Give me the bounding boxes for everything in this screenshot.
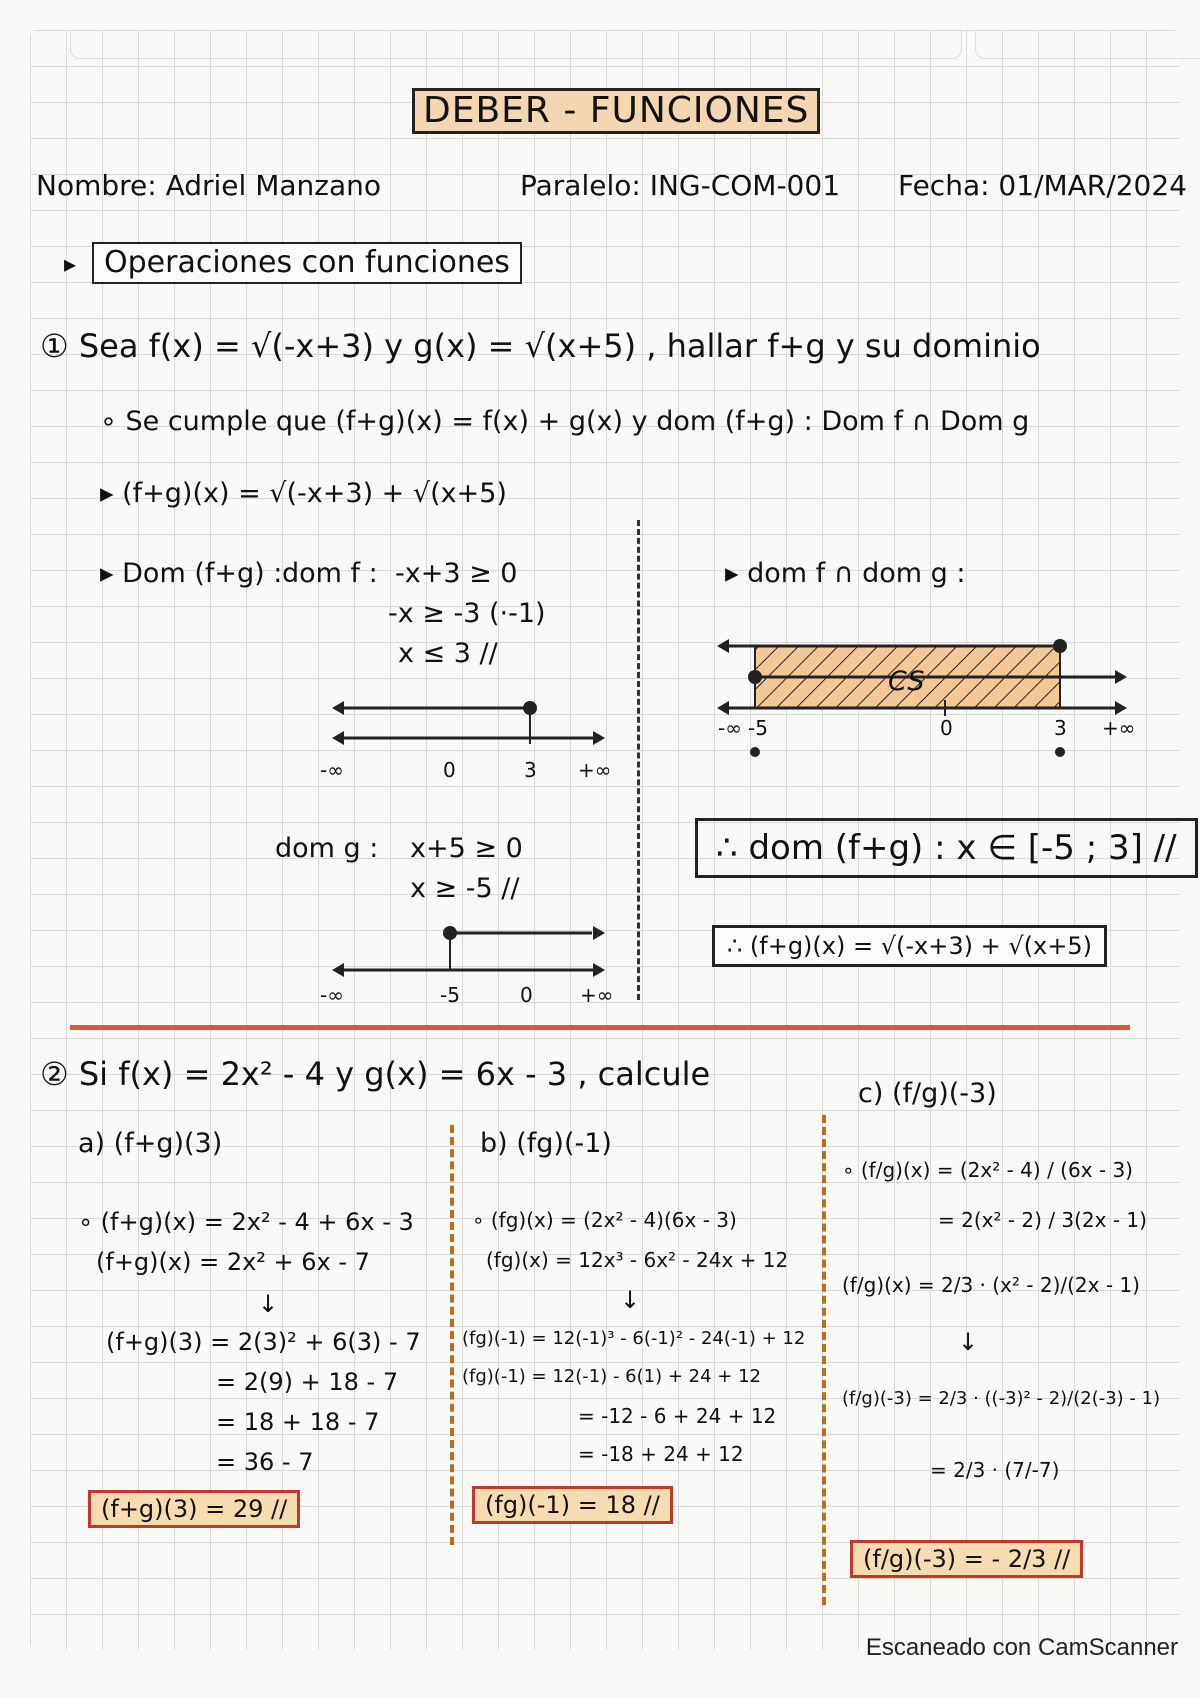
result-function: ∴ (f+g)(x) = √(-x+3) + √(x+5) xyxy=(712,925,1107,967)
ex2c-line-2: = 2(x² - 2) / 3(2x - 1) xyxy=(938,1208,1147,1232)
domg-closed-dot xyxy=(748,670,762,684)
student-name: Nombre: Adriel Manzano xyxy=(36,169,382,202)
ex1-statement: ① Sea f(x) = √(-x+3) y g(x) = √(x+5) , hallar f+g y su dominio xyxy=(40,327,1041,365)
column-divider-right xyxy=(822,1115,826,1605)
endpoint-mark-3 xyxy=(1055,747,1065,757)
numline1-tick-neg-inf: -∞ xyxy=(320,758,344,782)
bullet-icon: ▸ xyxy=(64,250,77,278)
ex2b-result: (fg)(-1) = 18 // xyxy=(472,1486,673,1524)
inter-tick-neg-inf: -∞ xyxy=(718,716,742,740)
axis-arrow-right xyxy=(593,963,605,977)
numline2-tick-neg5: -5 xyxy=(440,983,460,1007)
ex2-statement: ② Si f(x) = 2x² - 4 y g(x) = 6x - 3 , calcule xyxy=(40,1055,711,1093)
ex1-domf-step-3: x ≤ 3 // xyxy=(398,638,498,669)
ex2a-line-7: = 36 - 7 xyxy=(216,1448,314,1476)
ex2a-line-2: (f+g)(x) = 2x² + 6x - 7 xyxy=(96,1248,370,1276)
ex2c-title: c) (f/g)(-3) xyxy=(858,1078,997,1109)
inter-tick-neg5: -5 xyxy=(748,716,768,740)
ex2b-line-6: = -12 - 6 + 24 + 12 xyxy=(578,1404,777,1428)
column-divider-left xyxy=(450,1125,454,1545)
ex1-domg-step-2: x ≥ -5 // xyxy=(410,873,520,904)
ex2b-line-5: (fg)(-1) = 12(-1) - 6(1) + 24 + 12 xyxy=(462,1366,761,1387)
ex1-rule: ∘ Se cumple que (f+g)(x) = f(x) + g(x) y dom (f+g) : Dom f ∩ Dom g xyxy=(100,406,1030,437)
endpoint-mark-neg5 xyxy=(750,747,760,757)
ex2b-arrow: ↓ xyxy=(620,1286,641,1314)
numline-domf xyxy=(330,690,610,780)
numline2-tick-pos-inf: +∞ xyxy=(580,983,614,1007)
axis-arrow-left xyxy=(332,731,344,745)
ex1-domg-step-1: x+5 ≥ 0 xyxy=(410,833,523,864)
domg-ray-arrow xyxy=(593,926,605,940)
page-top-strip xyxy=(70,30,962,59)
ex2c-line-6: = 2/3 · (7/-7) xyxy=(930,1458,1060,1482)
domf-ray-arrow xyxy=(717,639,729,653)
numline1-tick-3: 3 xyxy=(524,758,537,782)
ex2c-line-3: (f/g)(x) = 2/3 · (x² - 2)/(2x - 1) xyxy=(842,1273,1140,1297)
ex2a-line-1: ∘ (f+g)(x) = 2x² - 4 + 6x - 3 xyxy=(78,1208,414,1236)
ex2b-line-4: (fg)(-1) = 12(-1)³ - 6(-1)² - 24(-1) + 12 xyxy=(462,1328,806,1349)
column-divider xyxy=(637,520,640,1000)
ex2a-arrow: ↓ xyxy=(258,1290,279,1318)
axis-arrow-left xyxy=(332,963,344,977)
ex2a-result: (f+g)(3) = 29 // xyxy=(88,1490,300,1528)
ex1-domf-step-1: -x+3 ≥ 0 xyxy=(395,558,518,589)
ex2c-arrow: ↓ xyxy=(958,1328,979,1356)
ex1-domf-label: dom f : xyxy=(282,558,378,589)
ex2b-line-1: ∘ (fg)(x) = (2x² - 4)(6x - 3) xyxy=(472,1208,737,1232)
ex1-sum: ▸ (f+g)(x) = √(-x+3) + √(x+5) xyxy=(100,478,507,509)
numline1-tick-0: 0 xyxy=(443,758,456,782)
domf-ray-arrow xyxy=(332,701,344,715)
solution-set-label: CS xyxy=(888,666,925,697)
axis-arrow-right xyxy=(1115,701,1127,715)
date: Fecha: 01/MAR/2024 xyxy=(898,169,1187,202)
inter-tick-3: 3 xyxy=(1054,716,1067,740)
ex1-domf-step-2: -x ≥ -3 (·-1) xyxy=(388,598,546,629)
numline1-tick-pos-inf: +∞ xyxy=(578,758,612,782)
page-title: DEBER - FUNCIONES xyxy=(412,88,820,134)
ex2b-line-7: = -18 + 24 + 12 xyxy=(578,1442,744,1466)
result-domain: ∴ dom (f+g) : x ∈ [-5 ; 3] // xyxy=(695,818,1198,878)
domg-ray-arrow xyxy=(1115,670,1127,684)
ex2c-result: (f/g)(-3) = - 2/3 // xyxy=(850,1540,1083,1578)
inter-tick-pos-inf: +∞ xyxy=(1102,716,1136,740)
axis-arrow-left xyxy=(717,701,729,715)
page-top-strip-right xyxy=(975,30,1200,59)
numline-domg xyxy=(330,915,610,1005)
ex1-dom-label: ▸ Dom (f+g) : xyxy=(100,558,283,589)
ex2a-title: a) (f+g)(3) xyxy=(78,1128,223,1159)
ex2b-title: b) (fg)(-1) xyxy=(480,1128,612,1159)
ex1-domg-label: dom g : xyxy=(275,833,379,864)
class-section: Paralelo: ING-COM-001 xyxy=(520,169,841,202)
axis-arrow-right xyxy=(593,731,605,745)
ex2c-line-1: ∘ (f/g)(x) = (2x² - 4) / (6x - 3) xyxy=(842,1158,1133,1182)
ex1-inter-label: ▸ dom f ∩ dom g : xyxy=(725,558,966,589)
section-title: Operaciones con funciones xyxy=(92,242,522,284)
ex2a-line-6: = 18 + 18 - 7 xyxy=(216,1408,380,1436)
inter-tick-0: 0 xyxy=(940,716,953,740)
numline2-tick-neg-inf: -∞ xyxy=(320,983,344,1007)
numline2-tick-0: 0 xyxy=(520,983,533,1007)
scanner-watermark: Escaneado con CamScanner xyxy=(865,1634,1178,1661)
ex2a-line-5: = 2(9) + 18 - 7 xyxy=(216,1368,399,1396)
section-separator xyxy=(70,1025,1130,1030)
numline-intersection xyxy=(715,630,1135,760)
domf-closed-dot xyxy=(1053,639,1067,653)
ex2b-line-2: (fg)(x) = 12x³ - 6x² - 24x + 12 xyxy=(486,1248,789,1272)
ex2a-line-4: (f+g)(3) = 2(3)² + 6(3) - 7 xyxy=(106,1328,421,1356)
ex2c-line-5: (f/g)(-3) = 2/3 · ((-3)² - 2)/(2(-3) - 1) xyxy=(842,1388,1161,1409)
